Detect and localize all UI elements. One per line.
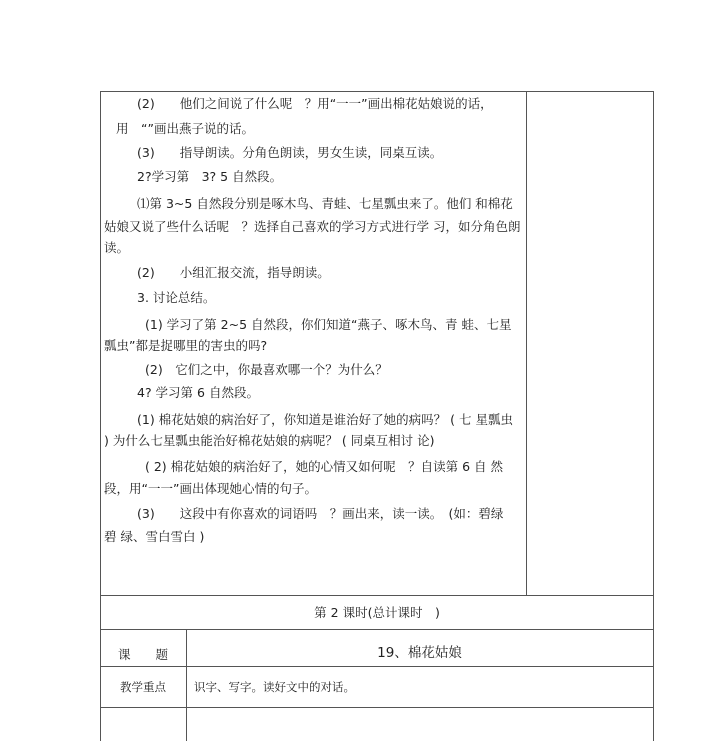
focus-value: 识字、写字。读好文中的对话。 bbox=[194, 680, 355, 694]
body-line: 姑娘又说了些什么话呢 ？选择自己喜欢的学习方式进行学 习，如分角色朗 bbox=[104, 219, 521, 234]
body-line: 用 “”画出燕子说的话。 bbox=[116, 121, 254, 136]
body-line: ⑴第 3~5 自然段分别是啄木鸟、青蛙、七星瓢虫来了。他们 和棉花 bbox=[137, 196, 513, 211]
body-line: 段，用“一一”画出体现她心情的句子。 bbox=[104, 481, 317, 496]
table-top-border bbox=[100, 91, 654, 92]
body-line: 读。 bbox=[104, 240, 130, 255]
body-line: (2) 小组汇报交流，指导朗读。 bbox=[137, 265, 330, 280]
focus-label: 教学重点 bbox=[120, 680, 166, 694]
body-line: ( 2) 棉花姑娘的病治好了，她的心情又如何呢 ？自读第 6 自 然 bbox=[145, 459, 504, 474]
body-line: 3. 讨论总结。 bbox=[137, 290, 216, 305]
focus-row-bottom-border bbox=[100, 707, 654, 708]
table-right-border bbox=[653, 91, 654, 741]
side-column-divider bbox=[526, 91, 527, 595]
session-row-bottom-border bbox=[100, 629, 654, 630]
body-line: (1) 学习了第 2~5 自然段，你们知道“燕子、啄木鸟、青 蛙、七星 bbox=[145, 317, 512, 332]
body-line: ) 为什么七星瓢虫能治好棉花姑娘的病呢？ ( 同桌互相讨 论) bbox=[104, 433, 435, 448]
topic-value: 19、棉花姑娘 bbox=[377, 645, 462, 661]
table-left-border bbox=[100, 91, 101, 741]
body-line: 2?学习第 3? 5 自然段。 bbox=[137, 169, 283, 184]
body-line: 4? 学习第 6 自然段。 bbox=[137, 385, 259, 400]
body-line: 瓢虫”都是捉哪里的害虫的吗? bbox=[104, 338, 268, 353]
body-line: (1) 棉花姑娘的病治好了，你知道是谁治好了她的病吗？ ( 七 星瓢虫 bbox=[137, 412, 513, 427]
content-bottom-border bbox=[100, 595, 654, 596]
body-line: (3) 指导朗读。分角色朗读，男女生读，同桌互读。 bbox=[137, 145, 443, 160]
body-line: 碧 绿、雪白雪白 ) bbox=[104, 529, 205, 544]
session-header: 第 2 课时(总计课时 ) bbox=[314, 605, 440, 620]
body-line: (2) 它们之中，你最喜欢哪一个？为什么？ bbox=[145, 362, 388, 377]
body-line: (3) 这段中有你喜欢的词语吗 ？画出来，读一读。 (如：碧绿 bbox=[137, 506, 504, 521]
topic-row-bottom-border bbox=[100, 666, 654, 667]
body-line: (2) 他们之间说了什么呢 ？用“一一”画出棉花姑娘说的话， bbox=[137, 96, 493, 111]
topic-label: 课 题 bbox=[117, 647, 168, 662]
